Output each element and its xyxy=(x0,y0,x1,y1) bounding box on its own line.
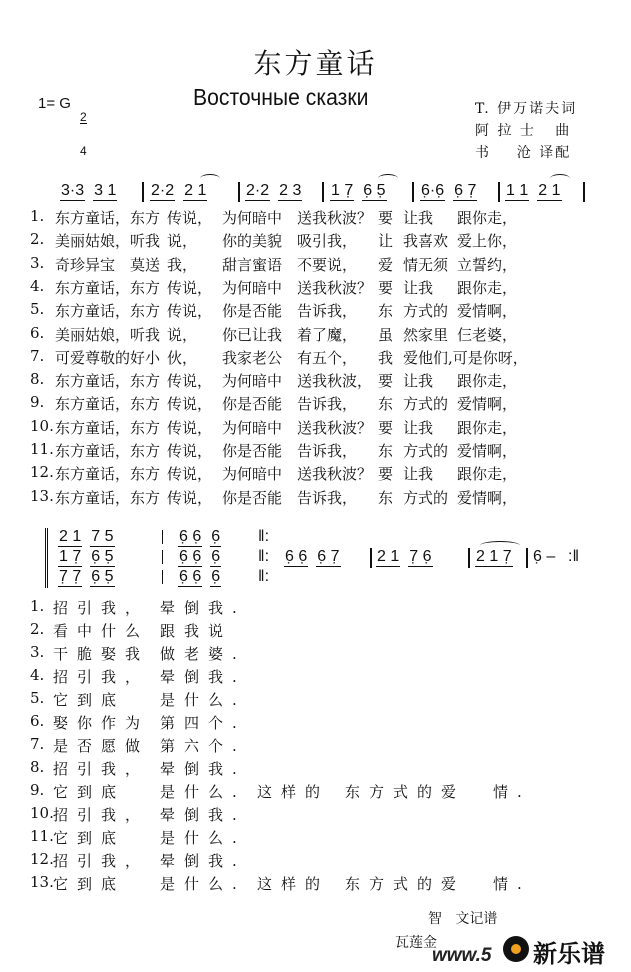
verse-line xyxy=(0,254,631,276)
lyric-segment: 你是否能 xyxy=(222,442,283,460)
lyric-segment: 晕倒我. xyxy=(160,668,246,686)
brace-bracket xyxy=(45,528,52,588)
refrain-number: 3. xyxy=(30,643,45,661)
lyric-segment: 要 xyxy=(378,209,394,227)
lyric-segment: 传说， xyxy=(167,442,213,460)
barline xyxy=(412,182,414,202)
note-group: 6̣ xyxy=(211,568,221,585)
lyric-segment: 要 xyxy=(378,372,394,391)
lyric-segment: 你是否能 xyxy=(222,302,283,321)
key-signature: 1= G xyxy=(38,95,71,112)
lyric-segment: 吸引我， xyxy=(297,232,358,251)
note-group: 6̣ 5̣ xyxy=(363,182,386,199)
lyric-segment: 送我秋波？ xyxy=(297,418,373,437)
barline xyxy=(498,182,500,202)
lyric-segment: 东方 xyxy=(130,278,161,297)
translator-credit: 书 沧 译配 xyxy=(475,145,572,161)
lyric-segment: 晕倒我. xyxy=(160,806,246,824)
song-subtitle: Восточные сказки xyxy=(193,84,369,110)
chorus-melody-staff xyxy=(0,528,631,593)
measure xyxy=(284,548,349,567)
note-group: 7̣ 6̣ xyxy=(409,548,432,565)
measure xyxy=(505,182,570,201)
refrain-number: 12. xyxy=(30,850,54,868)
refrain-number: 9. xyxy=(30,781,45,799)
refrain-line xyxy=(0,689,631,711)
vinyl-disc-logo-icon xyxy=(503,936,529,962)
time-signature xyxy=(80,90,87,168)
barline xyxy=(238,182,240,202)
lyric-segment: 爱 xyxy=(378,255,394,274)
lyric-segment: 晕倒我. xyxy=(160,599,246,617)
lyric-segment: 它到底 xyxy=(53,783,126,801)
lyric-segment: 干脆娶我 xyxy=(53,645,150,663)
lyric-segment: 晕倒我. xyxy=(160,852,246,870)
lyric-segment: 莫送 xyxy=(130,255,161,274)
verse-number: 11. xyxy=(30,440,54,458)
lyric-segment: 这样的 xyxy=(257,783,330,801)
slur-arc xyxy=(200,174,220,183)
end-repeat-sign: :‖ xyxy=(568,548,580,565)
lyric-segment: 听我 xyxy=(130,232,161,251)
lyric-segment: 情. xyxy=(493,875,531,893)
note-group: 2 1 xyxy=(184,182,207,199)
barline xyxy=(162,530,163,544)
lyric-segment: 虽 xyxy=(378,325,394,344)
measure xyxy=(330,182,395,201)
refrain-line xyxy=(0,735,631,757)
lyric-segment: 看中什么 xyxy=(53,622,150,640)
measure xyxy=(178,548,229,567)
lyric-segment: 东方童话， xyxy=(55,302,131,321)
lyric-segment: 我喜欢 xyxy=(403,232,449,251)
lyric-segment: 为何暗中 xyxy=(222,278,283,297)
lyric-segment: 东方 xyxy=(130,418,161,437)
refrain-number: 7. xyxy=(30,735,45,753)
lyric-segment: 东方童话， xyxy=(55,278,131,297)
note-group: 6̣ 6̣ xyxy=(179,568,202,585)
lyric-segment: 我， xyxy=(167,255,198,274)
time-signature-top: 2 xyxy=(80,110,87,124)
lyric-segment: 东方式的爱 xyxy=(345,783,466,801)
lyric-segment: 东方童话， xyxy=(55,372,131,391)
lyric-segment: 传说， xyxy=(167,395,213,414)
note-group: 7 5 xyxy=(91,528,114,545)
lyric-segment: 为何暗中 xyxy=(222,209,283,227)
refrain-number: 8. xyxy=(30,758,45,776)
lyric-segment: 东 xyxy=(378,488,394,507)
verse-line xyxy=(0,207,631,229)
lyric-segment: 方式的 xyxy=(403,395,449,414)
measure xyxy=(60,182,125,201)
refrain-number: 11. xyxy=(30,827,54,845)
lyric-segment: 为何暗中 xyxy=(222,465,283,484)
refrain-line xyxy=(0,758,631,780)
slur-arc xyxy=(550,174,570,183)
verse-number: 13. xyxy=(30,486,54,505)
lyric-segment: 它到底 xyxy=(53,691,126,709)
lyric-segment: 送我秋波？ xyxy=(297,278,373,297)
lyric-segment: 要 xyxy=(378,418,394,437)
lyric-segment: 跟你走， xyxy=(457,209,518,227)
barline xyxy=(468,548,470,568)
note-group: 7̣ 7̣ xyxy=(59,568,82,585)
barline xyxy=(322,182,324,202)
lyric-segment: 让我 xyxy=(403,278,434,297)
lyric-segment: 你是否能 xyxy=(222,395,283,414)
lyric-segment: 方式的 xyxy=(403,488,449,507)
verse-number: 6. xyxy=(30,323,45,342)
note-group: 1 7̣ xyxy=(331,182,354,199)
lyric-segment: 跟你走， xyxy=(457,465,518,484)
note-group: 6̣ xyxy=(211,528,221,545)
lyric-segment: 传说， xyxy=(167,278,213,297)
verse-line xyxy=(0,230,631,252)
final-barline xyxy=(583,182,585,202)
lyric-segment: 东方 xyxy=(130,209,161,227)
measure xyxy=(420,182,485,201)
verse-line xyxy=(0,487,631,509)
lyric-segment: 情. xyxy=(493,783,531,801)
verse-number: 8. xyxy=(30,370,45,389)
refrain-line xyxy=(0,666,631,688)
verse-number: 2. xyxy=(30,230,45,249)
measure xyxy=(178,528,229,547)
verse-line xyxy=(0,440,631,462)
note-group: 1 7̣ xyxy=(59,548,82,565)
lyric-segment: 爱情啊， xyxy=(457,488,518,507)
verse-number: 1. xyxy=(30,207,45,225)
lyric-segment: 仨老婆， xyxy=(457,325,518,344)
refrain-line xyxy=(0,597,631,619)
lyric-segment: 东方童话， xyxy=(55,418,131,437)
composer-credit: 阿 拉 士 曲 xyxy=(475,123,572,139)
slur-arc xyxy=(378,174,398,183)
lyric-segment: 东 xyxy=(378,302,394,321)
repeat-sign: ‖: xyxy=(258,568,270,585)
refrain-line xyxy=(0,804,631,826)
verse-number: 5. xyxy=(30,300,45,319)
lyric-segment: 着了魔， xyxy=(297,325,358,344)
lyric-segment: 听我 xyxy=(130,325,161,344)
lyric-segment: 它到底 xyxy=(53,875,126,893)
verse-line xyxy=(0,463,631,485)
lyric-segment: 是什么. xyxy=(160,691,246,709)
refrain-number: 13. xyxy=(30,873,54,891)
lyric-segment: 奇珍异宝 xyxy=(55,255,116,274)
lyric-segment: 东方童话， xyxy=(55,209,131,227)
barline xyxy=(526,548,528,568)
lyric-segment: 伙， xyxy=(167,348,198,367)
lyric-segment: 爱他们,可是你呀， xyxy=(403,348,528,367)
slur-arc xyxy=(480,541,520,550)
refrain-number: 4. xyxy=(30,666,45,684)
lyric-segment: 跟你走， xyxy=(457,372,518,391)
verse-number: 7. xyxy=(30,346,45,365)
watermark-url: www.5 xyxy=(432,945,492,966)
lyric-segment: 招引我， xyxy=(53,668,150,686)
verse-line xyxy=(0,347,631,369)
lyric-segment: 娶你作为 xyxy=(53,714,150,732)
time-signature-bottom: 4 xyxy=(80,144,87,158)
note-group: 6̣ 7̣ xyxy=(454,182,477,199)
refrain-line xyxy=(0,850,631,872)
note-group: 6̣ 6̣ xyxy=(179,548,202,565)
lyric-segment: 我 xyxy=(378,348,394,367)
lyric-segment: 爱情啊， xyxy=(457,395,518,414)
refrain-line xyxy=(0,643,631,665)
lyric-segment: 说， xyxy=(167,325,198,344)
lyric-segment: 招引我， xyxy=(53,760,150,778)
lyric-segment: 你的美貌 xyxy=(222,232,283,251)
lyric-segment: 立誓约， xyxy=(457,255,518,274)
measure xyxy=(58,548,123,567)
note-group: 1 1 xyxy=(506,182,529,199)
verse-line xyxy=(0,300,631,322)
lyric-segment: 东 xyxy=(378,395,394,414)
lyric-segment: 东 xyxy=(378,442,394,460)
lyricist-credit: T. 伊万诺夫词 xyxy=(475,101,578,117)
lyric-segment: 要 xyxy=(378,278,394,297)
lyric-segment: 传说， xyxy=(167,302,213,321)
refrain-number: 5. xyxy=(30,689,45,707)
lyric-segment: 跟你走， xyxy=(457,418,518,437)
refrain-line xyxy=(0,781,631,803)
lyric-segment: 让我 xyxy=(403,465,434,484)
lyric-segment: 传说， xyxy=(167,418,213,437)
refrain-line xyxy=(0,712,631,734)
lyric-segment: 方式的 xyxy=(403,442,449,460)
lyric-segment: 东方式的爱 xyxy=(345,875,466,893)
refrain-number: 10. xyxy=(30,804,54,822)
verse-line xyxy=(0,324,631,346)
lyric-segment: 不要说， xyxy=(297,255,358,274)
lyric-segment: 要 xyxy=(378,465,394,484)
note-group: 3 1 xyxy=(94,182,117,199)
lyric-segment: 可爱尊敬的好小 xyxy=(55,348,161,367)
lyric-segment: 它到底 xyxy=(53,829,126,847)
lyric-segment: 东方 xyxy=(130,488,161,507)
note-group: 6̣·6̣ xyxy=(421,182,445,199)
lyric-segment: 是否愿做 xyxy=(53,737,150,755)
lyric-segment: 是什么. xyxy=(160,783,246,801)
lyric-segment: 你是否能 xyxy=(222,488,283,507)
lyric-segment: 美丽姑娘， xyxy=(55,325,131,344)
note-group: 6̣ xyxy=(211,548,221,565)
note-group: 2·2 xyxy=(151,182,175,199)
note-group: 6̣ 6̣ xyxy=(285,548,308,565)
lyric-segment: 跟你走， xyxy=(457,278,518,297)
lyric-segment: 告诉我， xyxy=(297,488,358,507)
lyric-segment: 爱情啊， xyxy=(457,302,518,321)
lyric-segment: 第六个. xyxy=(160,737,246,755)
repeat-sign: ‖: xyxy=(258,548,270,565)
lyric-segment: 传说， xyxy=(167,488,213,507)
lyric-segment: 送我秋波？ xyxy=(297,209,373,227)
note-group: 6̣ 6̣ xyxy=(179,528,202,545)
lyric-segment: 东方 xyxy=(130,465,161,484)
partial-credit: 瓦莲金 xyxy=(395,935,437,951)
lyric-segment: 东方童话， xyxy=(55,465,131,484)
lyric-segment: 传说， xyxy=(167,372,213,391)
lyric-segment: 第四个. xyxy=(160,714,246,732)
lyric-segment: 告诉我， xyxy=(297,395,358,414)
lyric-segment: 招引我， xyxy=(53,806,150,824)
verse-number: 3. xyxy=(30,253,45,272)
lyric-segment: 东方童话， xyxy=(55,395,131,414)
note-group: 2 1 7̣ xyxy=(476,548,512,565)
lyric-segment: 送我秋波？ xyxy=(297,465,373,484)
verse-number: 12. xyxy=(30,463,54,482)
lyric-segment: 让我 xyxy=(403,372,434,391)
note-group: 6̣ 5̣ xyxy=(91,568,114,585)
refrain-number: 1. xyxy=(30,597,45,615)
note-group: 6̣ 5̣ xyxy=(91,548,114,565)
measure xyxy=(532,548,564,566)
verse-line xyxy=(0,393,631,415)
lyric-segment: 东方 xyxy=(130,372,161,391)
note-group: 6̣ – xyxy=(533,548,556,565)
lyric-segment: 为何暗中 xyxy=(222,372,283,391)
lyric-segment: 东方 xyxy=(130,442,161,460)
lyric-segment: 东方童话， xyxy=(55,442,131,460)
note-group: 2·2 xyxy=(246,182,270,199)
lyric-segment: 告诉我， xyxy=(297,302,358,321)
lyric-segment: 晕倒我. xyxy=(160,760,246,778)
measure xyxy=(58,528,123,547)
note-group: 2 3 xyxy=(279,182,302,199)
barline xyxy=(162,550,163,564)
lyric-segment: 东方童话， xyxy=(55,488,131,507)
measure xyxy=(150,182,215,201)
repeat-sign: ‖: xyxy=(258,528,270,545)
lyric-segment: 东方 xyxy=(130,302,161,321)
note-group: 2 1 xyxy=(538,182,561,199)
note-group: 6̣ 7̣ xyxy=(317,548,340,565)
verse-line xyxy=(0,370,631,392)
measure xyxy=(245,182,310,201)
logo-text: 新乐谱 xyxy=(533,940,605,968)
verse-line xyxy=(0,277,631,299)
song-title: 东方童话 xyxy=(253,47,378,80)
lyric-segment: 情无须 xyxy=(403,255,449,274)
lyric-segment: 传说， xyxy=(167,209,213,227)
measure xyxy=(58,568,123,587)
refrain-number: 2. xyxy=(30,620,45,638)
lyric-segment: 方式的 xyxy=(403,302,449,321)
lyric-segment: 美丽姑娘， xyxy=(55,232,131,251)
lyric-segment: 招引我， xyxy=(53,599,150,617)
lyric-segment: 做老婆. xyxy=(160,645,246,663)
lyric-segment: 为何暗中 xyxy=(222,418,283,437)
lyric-segment: 告诉我， xyxy=(297,442,358,460)
lyric-segment: 这样的 xyxy=(257,875,330,893)
lyric-segment: 有五个， xyxy=(297,348,358,367)
lyric-segment: 爱情啊， xyxy=(457,442,518,460)
refrain-number: 6. xyxy=(30,712,45,730)
verse-number: 4. xyxy=(30,276,45,295)
measure xyxy=(376,548,441,567)
note-group: 2 1 xyxy=(377,548,400,565)
transcriber-credit: 智 文记谱 xyxy=(428,911,498,927)
refrain-line xyxy=(0,620,631,642)
lyric-segment: 是什么. xyxy=(160,829,246,847)
lyric-segment: 你已让我 xyxy=(222,325,283,344)
lyric-segment: 传说， xyxy=(167,465,213,484)
barline xyxy=(142,182,144,202)
note-group: 3·3 xyxy=(61,182,85,199)
barline xyxy=(162,570,163,584)
lyric-segment: 跟我说 xyxy=(160,622,233,640)
barline xyxy=(370,548,372,568)
lyric-segment: 甜言蜜语 xyxy=(222,255,283,274)
lyric-segment: 说， xyxy=(167,232,198,251)
verse-number: 10. xyxy=(30,416,54,435)
refrain-line xyxy=(0,873,631,895)
note-group: 2 1 xyxy=(59,528,82,545)
lyric-segment: 爱上你， xyxy=(457,232,518,251)
lyric-segment: 然家里 xyxy=(403,325,449,344)
lyric-segment: 东方 xyxy=(130,395,161,414)
measure xyxy=(475,548,521,567)
lyric-segment: 让我 xyxy=(403,418,434,437)
lyric-segment: 让 xyxy=(378,232,394,251)
measure xyxy=(178,568,229,587)
lyric-segment: 让我 xyxy=(403,209,434,227)
lyric-segment: 是什么. xyxy=(160,875,246,893)
lyric-segment: 送我秋波， xyxy=(297,372,373,391)
lyric-segment: 我家老公 xyxy=(222,348,283,367)
verse-line xyxy=(0,417,631,439)
verse-number: 9. xyxy=(30,393,45,412)
refrain-line xyxy=(0,827,631,849)
lyric-segment: 招引我， xyxy=(53,852,150,870)
